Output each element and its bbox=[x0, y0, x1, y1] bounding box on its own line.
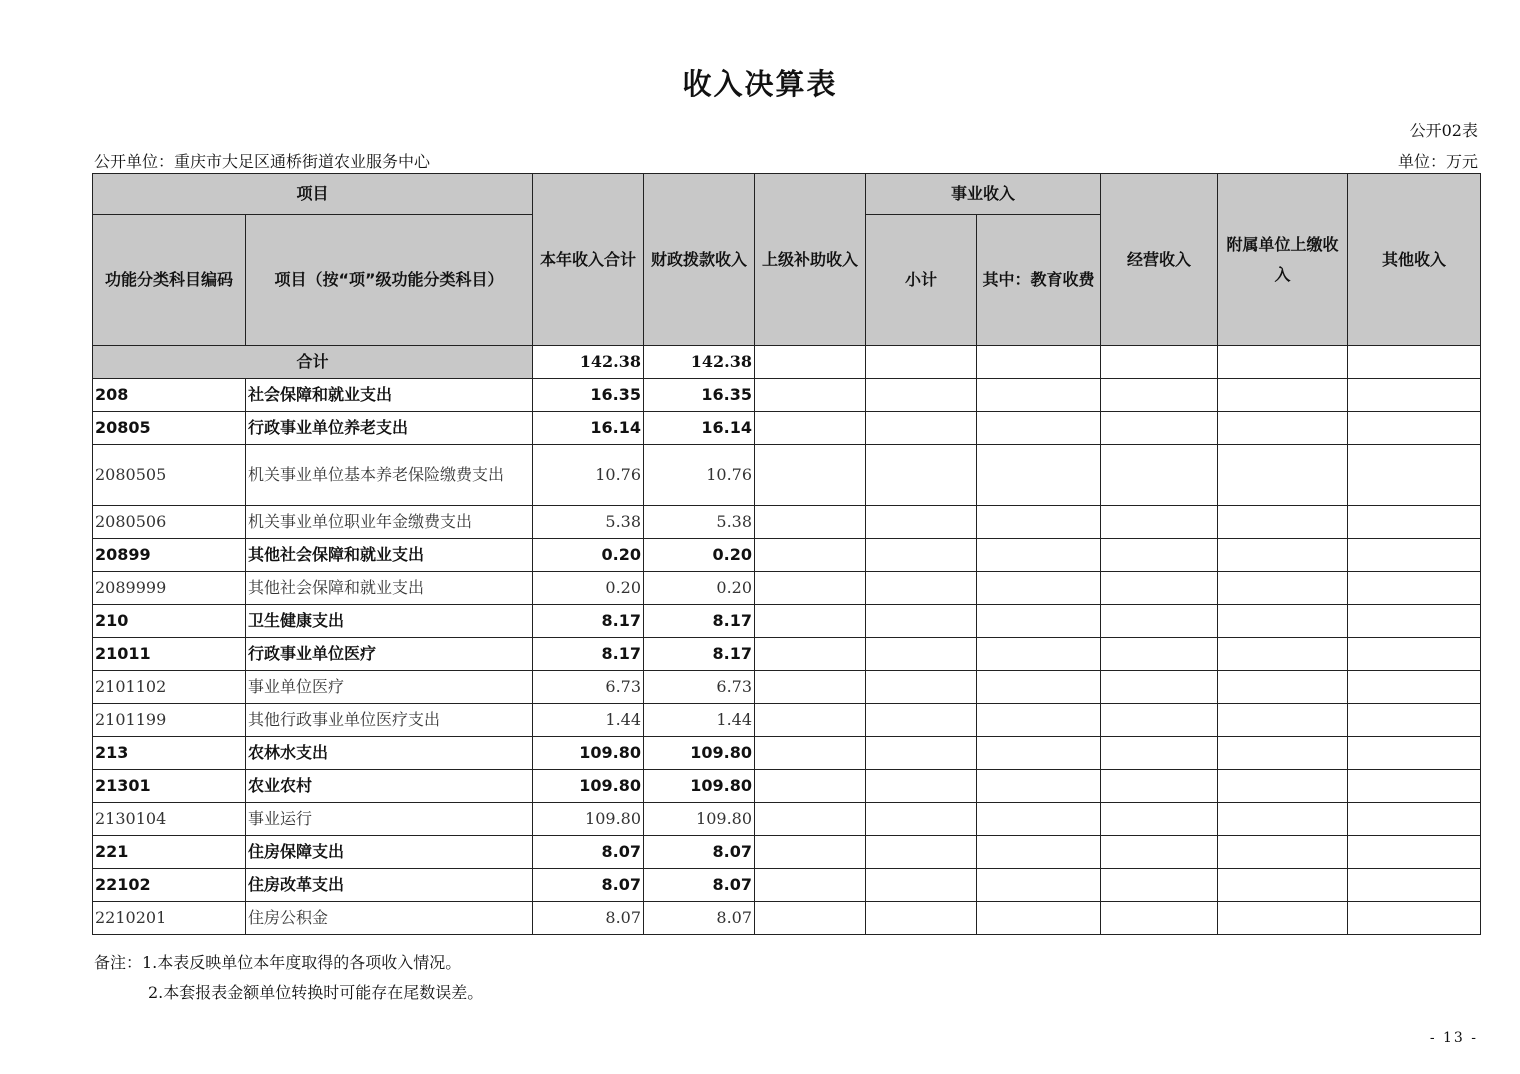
empty-cell bbox=[1348, 572, 1481, 605]
empty-cell bbox=[1101, 412, 1218, 445]
code-cell: 213 bbox=[93, 737, 246, 770]
total-income-cell: 16.14 bbox=[533, 412, 644, 445]
empty-cell bbox=[1348, 737, 1481, 770]
empty-cell bbox=[1101, 902, 1218, 935]
total-income-cell: 8.07 bbox=[533, 869, 644, 902]
reporting-unit: 公开单位：重庆市大足区通桥街道农业服务中心 bbox=[94, 152, 431, 171]
fiscal-cell: 16.35 bbox=[644, 379, 755, 412]
empty-cell bbox=[977, 539, 1101, 572]
name-cell: 社会保障和就业支出 bbox=[246, 379, 533, 412]
name-cell: 机关事业单位职业年金缴费支出 bbox=[246, 506, 533, 539]
total-income-cell: 5.38 bbox=[533, 506, 644, 539]
empty-cell bbox=[1348, 704, 1481, 737]
empty-cell bbox=[755, 704, 866, 737]
empty-cell bbox=[1218, 539, 1348, 572]
empty-cell bbox=[866, 445, 977, 506]
total-income-cell: 1.44 bbox=[533, 704, 644, 737]
empty-cell bbox=[1348, 539, 1481, 572]
notes bbox=[94, 948, 483, 1008]
empty-cell bbox=[1101, 836, 1218, 869]
name-cell: 其他行政事业单位医疗支出 bbox=[246, 704, 533, 737]
empty-cell bbox=[977, 412, 1101, 445]
empty-cell bbox=[866, 869, 977, 902]
empty-cell bbox=[866, 638, 977, 671]
total-income-cell: 10.76 bbox=[533, 445, 644, 506]
table-row bbox=[93, 836, 1481, 869]
table-row bbox=[93, 605, 1481, 638]
empty-cell bbox=[866, 671, 977, 704]
empty-cell bbox=[977, 638, 1101, 671]
empty-cell bbox=[866, 737, 977, 770]
empty-cell bbox=[1348, 638, 1481, 671]
empty-cell bbox=[1218, 671, 1348, 704]
note-1: 备注：1.本表反映单位本年度取得的各项收入情况。 bbox=[94, 953, 462, 972]
fiscal-cell: 8.17 bbox=[644, 638, 755, 671]
empty-cell bbox=[1101, 539, 1218, 572]
header-total-income: 本年收入合计 bbox=[533, 174, 644, 346]
empty-cell bbox=[755, 506, 866, 539]
fiscal-cell: 109.80 bbox=[644, 803, 755, 836]
empty-cell bbox=[1101, 737, 1218, 770]
header-code: 功能分类科目编码 bbox=[93, 215, 246, 346]
empty-cell bbox=[1348, 836, 1481, 869]
empty-cell bbox=[866, 379, 977, 412]
table-row bbox=[93, 737, 1481, 770]
table-row bbox=[93, 704, 1481, 737]
header-project: 项目 bbox=[93, 174, 533, 215]
empty-cell bbox=[755, 638, 866, 671]
empty-cell bbox=[866, 704, 977, 737]
table-row bbox=[93, 379, 1481, 412]
empty-cell bbox=[1218, 445, 1348, 506]
empty-cell bbox=[866, 803, 977, 836]
empty-cell bbox=[755, 869, 866, 902]
code-cell: 20899 bbox=[93, 539, 246, 572]
code-cell: 2101102 bbox=[93, 671, 246, 704]
total-income-cell: 0.20 bbox=[533, 539, 644, 572]
fiscal-cell: 8.07 bbox=[644, 869, 755, 902]
name-cell: 其他社会保障和就业支出 bbox=[246, 572, 533, 605]
empty-cell bbox=[755, 737, 866, 770]
empty-cell bbox=[1218, 770, 1348, 803]
empty-cell bbox=[977, 869, 1101, 902]
empty-cell bbox=[755, 902, 866, 935]
total-income-cell: 109.80 bbox=[533, 770, 644, 803]
code-cell: 2210201 bbox=[93, 902, 246, 935]
empty-cell bbox=[1101, 638, 1218, 671]
empty-cell bbox=[1101, 379, 1218, 412]
empty-cell bbox=[1218, 902, 1348, 935]
total-income-cell: 8.07 bbox=[533, 902, 644, 935]
total-income-cell: 8.17 bbox=[533, 605, 644, 638]
code-cell: 2080505 bbox=[93, 445, 246, 506]
empty-cell bbox=[1101, 704, 1218, 737]
header-name: 项目（按“项”级功能分类科目） bbox=[246, 215, 533, 346]
empty-cell bbox=[1101, 572, 1218, 605]
total-income-cell: 16.35 bbox=[533, 379, 644, 412]
fiscal-cell: 109.80 bbox=[644, 737, 755, 770]
total-fiscal-value: 142.38 bbox=[644, 346, 755, 379]
empty-cell bbox=[977, 572, 1101, 605]
code-cell: 208 bbox=[93, 379, 246, 412]
fiscal-cell: 8.07 bbox=[644, 836, 755, 869]
empty-cell bbox=[1348, 902, 1481, 935]
table-row bbox=[93, 803, 1481, 836]
code-cell: 221 bbox=[93, 836, 246, 869]
empty-cell bbox=[1218, 605, 1348, 638]
empty-cell bbox=[977, 605, 1101, 638]
empty-cell bbox=[866, 902, 977, 935]
empty-cell bbox=[977, 770, 1101, 803]
empty-cell bbox=[1218, 379, 1348, 412]
fiscal-cell: 10.76 bbox=[644, 445, 755, 506]
empty-cell bbox=[977, 836, 1101, 869]
empty-cell bbox=[1348, 605, 1481, 638]
note-2: 2.本套报表金额单位转换时可能存在尾数误差。 bbox=[148, 983, 484, 1002]
empty-cell bbox=[755, 836, 866, 869]
empty-cell bbox=[755, 379, 866, 412]
empty-cell bbox=[1218, 803, 1348, 836]
name-cell: 卫生健康支出 bbox=[246, 605, 533, 638]
empty-cell bbox=[1101, 445, 1218, 506]
empty-cell bbox=[1101, 605, 1218, 638]
code-cell: 210 bbox=[93, 605, 246, 638]
empty-cell bbox=[1218, 638, 1348, 671]
name-cell: 事业单位医疗 bbox=[246, 671, 533, 704]
header-education: 其中：教育收费 bbox=[977, 215, 1101, 346]
empty-cell bbox=[977, 379, 1101, 412]
empty-cell bbox=[866, 506, 977, 539]
page-title: 收入决算表 bbox=[682, 67, 838, 101]
empty-cell bbox=[977, 671, 1101, 704]
table-row bbox=[93, 412, 1481, 445]
empty-cell bbox=[1348, 869, 1481, 902]
empty-cell bbox=[755, 605, 866, 638]
empty-cell bbox=[755, 539, 866, 572]
empty-cell bbox=[755, 412, 866, 445]
fiscal-cell: 0.20 bbox=[644, 539, 755, 572]
header-superior: 上级补助收入 bbox=[755, 174, 866, 346]
fiscal-cell: 8.17 bbox=[644, 605, 755, 638]
total-income-value: 142.38 bbox=[533, 346, 644, 379]
empty-cell bbox=[977, 803, 1101, 836]
name-cell: 农林水支出 bbox=[246, 737, 533, 770]
name-cell: 行政事业单位养老支出 bbox=[246, 412, 533, 445]
empty-cell bbox=[1218, 704, 1348, 737]
currency-unit: 单位：万元 bbox=[1397, 152, 1478, 171]
name-cell: 住房公积金 bbox=[246, 902, 533, 935]
table-row bbox=[93, 770, 1481, 803]
empty-cell bbox=[977, 506, 1101, 539]
code-cell: 2101199 bbox=[93, 704, 246, 737]
name-cell: 住房改革支出 bbox=[246, 869, 533, 902]
empty-cell bbox=[1218, 869, 1348, 902]
total-income-cell: 0.20 bbox=[533, 572, 644, 605]
empty-cell bbox=[866, 836, 977, 869]
fiscal-cell: 6.73 bbox=[644, 671, 755, 704]
fiscal-cell: 8.07 bbox=[644, 902, 755, 935]
empty-cell bbox=[977, 902, 1101, 935]
code-cell: 2089999 bbox=[93, 572, 246, 605]
code-cell: 20805 bbox=[93, 412, 246, 445]
name-cell: 机关事业单位基本养老保险缴费支出 bbox=[246, 445, 533, 506]
empty-cell bbox=[755, 671, 866, 704]
empty-cell bbox=[755, 445, 866, 506]
empty-cell bbox=[977, 704, 1101, 737]
fiscal-cell: 5.38 bbox=[644, 506, 755, 539]
empty-cell bbox=[1101, 506, 1218, 539]
table-row bbox=[93, 902, 1481, 935]
total-income-cell: 109.80 bbox=[533, 803, 644, 836]
header-affiliated: 附属单位上缴收入 bbox=[1218, 174, 1348, 346]
empty-cell bbox=[866, 605, 977, 638]
header-fiscal: 财政拨款收入 bbox=[644, 174, 755, 346]
name-cell: 行政事业单位医疗 bbox=[246, 638, 533, 671]
empty-cell bbox=[1348, 770, 1481, 803]
empty-cell bbox=[1101, 803, 1218, 836]
total-income-cell: 8.17 bbox=[533, 638, 644, 671]
total-label: 合计 bbox=[93, 346, 533, 379]
fiscal-cell: 1.44 bbox=[644, 704, 755, 737]
header-operating: 经营收入 bbox=[1101, 174, 1218, 346]
total-income-cell: 6.73 bbox=[533, 671, 644, 704]
header-other: 其他收入 bbox=[1348, 174, 1481, 346]
income-table bbox=[92, 173, 1481, 935]
empty-cell bbox=[1218, 506, 1348, 539]
empty-cell bbox=[1101, 770, 1218, 803]
code-cell: 2080506 bbox=[93, 506, 246, 539]
total-row bbox=[93, 346, 1481, 379]
fiscal-cell: 0.20 bbox=[644, 572, 755, 605]
code-cell: 21011 bbox=[93, 638, 246, 671]
empty-cell bbox=[1348, 671, 1481, 704]
fiscal-cell: 16.14 bbox=[644, 412, 755, 445]
table-row bbox=[93, 445, 1481, 506]
empty-cell bbox=[1348, 445, 1481, 506]
code-cell: 22102 bbox=[93, 869, 246, 902]
empty-cell bbox=[866, 770, 977, 803]
total-income-cell: 109.80 bbox=[533, 737, 644, 770]
empty-cell bbox=[1101, 671, 1218, 704]
name-cell: 农业农村 bbox=[246, 770, 533, 803]
empty-cell bbox=[1348, 506, 1481, 539]
name-cell: 其他社会保障和就业支出 bbox=[246, 539, 533, 572]
table-row bbox=[93, 671, 1481, 704]
empty-cell bbox=[1218, 412, 1348, 445]
code-cell: 2130104 bbox=[93, 803, 246, 836]
empty-cell bbox=[977, 445, 1101, 506]
name-cell: 事业运行 bbox=[246, 803, 533, 836]
empty-cell bbox=[1101, 869, 1218, 902]
empty-cell bbox=[755, 770, 866, 803]
header-subtotal: 小计 bbox=[866, 215, 977, 346]
table-row bbox=[93, 638, 1481, 671]
empty-cell bbox=[755, 572, 866, 605]
table-row bbox=[93, 572, 1481, 605]
table-row bbox=[93, 506, 1481, 539]
empty-cell bbox=[1348, 379, 1481, 412]
empty-cell bbox=[977, 737, 1101, 770]
empty-cell bbox=[1348, 803, 1481, 836]
empty-cell bbox=[1218, 737, 1348, 770]
empty-cell bbox=[755, 803, 866, 836]
page-number: - 13 - bbox=[1429, 1030, 1478, 1046]
empty-cell bbox=[1218, 572, 1348, 605]
code-cell: 21301 bbox=[93, 770, 246, 803]
empty-cell bbox=[1348, 412, 1481, 445]
table-row bbox=[93, 869, 1481, 902]
empty-cell bbox=[1218, 836, 1348, 869]
empty-cell bbox=[866, 412, 977, 445]
total-income-cell: 8.07 bbox=[533, 836, 644, 869]
header-business-group: 事业收入 bbox=[866, 174, 1101, 215]
empty-cell bbox=[866, 539, 977, 572]
form-number: 公开02表 bbox=[1409, 121, 1478, 140]
name-cell: 住房保障支出 bbox=[246, 836, 533, 869]
table-row bbox=[93, 539, 1481, 572]
empty-cell bbox=[866, 572, 977, 605]
fiscal-cell: 109.80 bbox=[644, 770, 755, 803]
